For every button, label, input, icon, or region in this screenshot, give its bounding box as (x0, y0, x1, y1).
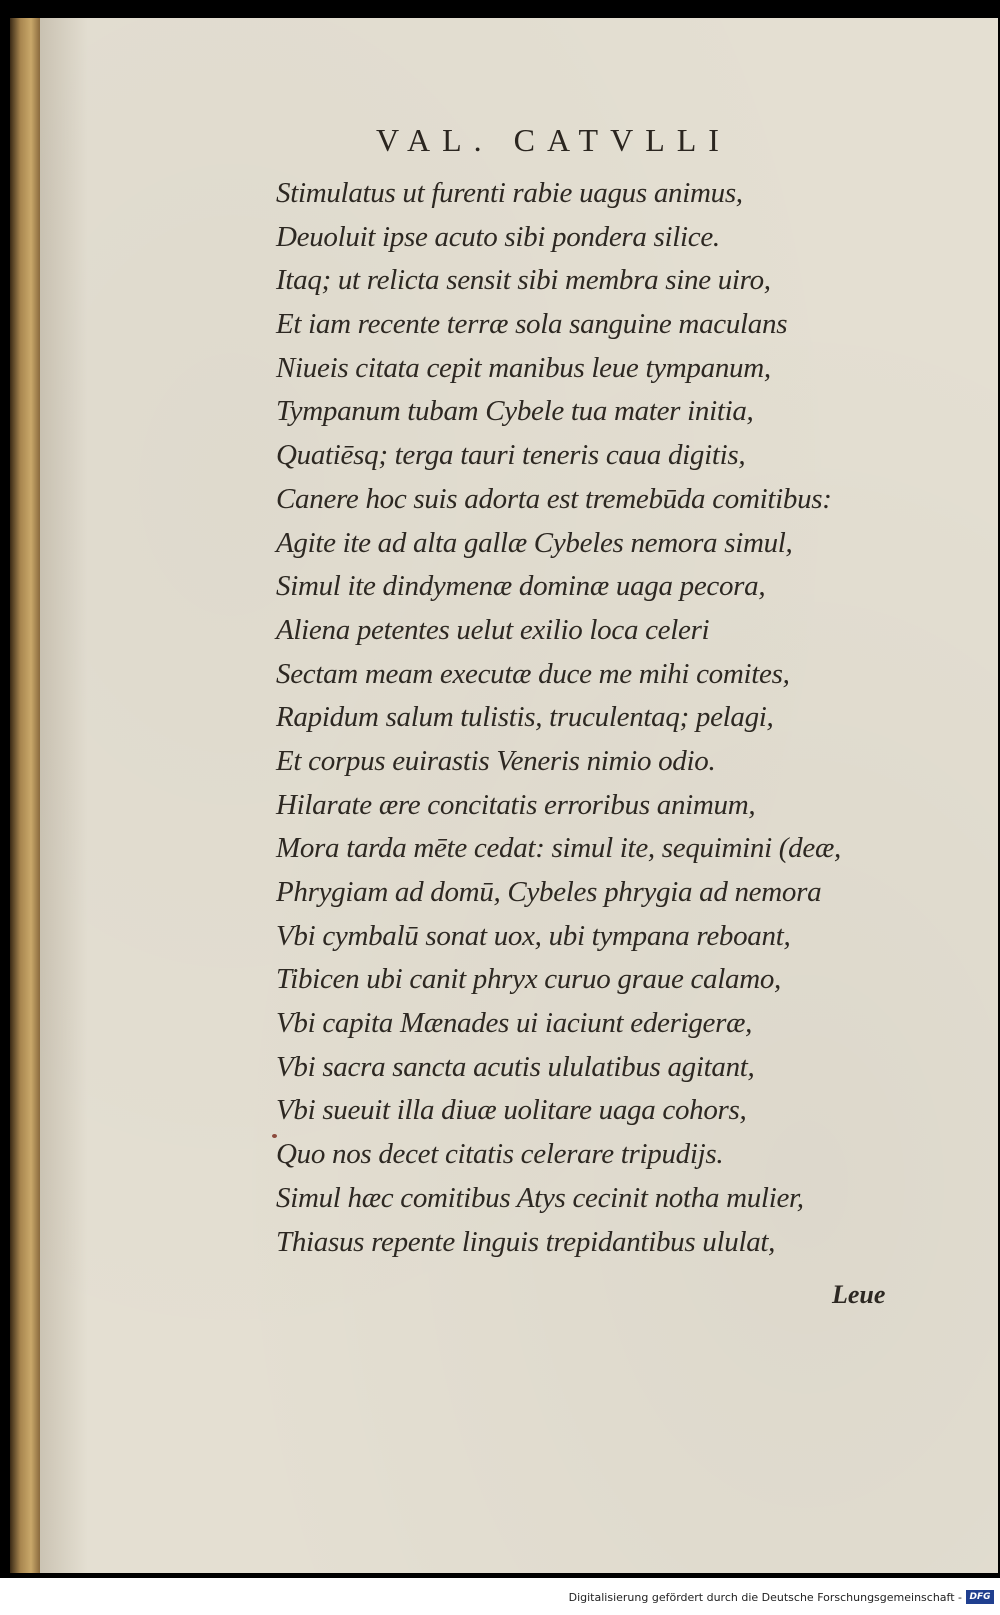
catchword: Leue (832, 1280, 886, 1309)
verse-line: Thiasus repente linguis trepidantibus ululat, (276, 1225, 776, 1258)
verse-line: Quo nos decet citatis celerare tripudijs. (276, 1138, 724, 1171)
verse-line: Agite ite ad alta gallæ Cybeles nemora simul, (276, 526, 793, 559)
verse-line: Hilarate ære concitatis erroribus animum, (276, 788, 756, 821)
verse-line: Et corpus euirastis Veneris nimio odio. (276, 744, 716, 777)
verse-line: Phrygiam ad domū, Cybeles phrygia ad nemora (276, 876, 822, 908)
funding-notice: Digitalisierung gefördert durch die Deutsche Forschungsgemeinschaft - (568, 1591, 962, 1604)
page-fore-edge (10, 18, 40, 1573)
verse-line: Simul hæc comitibus Atys cecinit notha mulier, (276, 1181, 804, 1214)
verse-line: Tympanum tubam Cybele tua mater initia, (276, 395, 754, 428)
verse-line: Quatiēsq; terga tauri teneris caua digitis, (276, 439, 746, 472)
dfg-logo: DFG (966, 1590, 994, 1604)
verse-line: Niueis citata cepit manibus leue tympanum, (276, 351, 771, 384)
verse-line: Rapidum salum tulistis, truculentaq; pelagi, (276, 701, 774, 734)
verse-line: Tibicen ubi canit phryx curuo graue calamo, (276, 963, 781, 996)
footer-bar (0, 1578, 1000, 1615)
verse-line: Canere hoc suis adorta est tremebūda comitibus: (276, 482, 832, 515)
verse-line: Vbi sacra sancta acutis ululatibus agitant, (276, 1050, 755, 1083)
verse-list (276, 172, 926, 1264)
verse-line: Vbi cymbalū sonat uox, ubi tympana reboant, (276, 919, 791, 952)
verse-line: Vbi capita Mænades ui iaciunt ederigeræ, (276, 1007, 753, 1040)
verse-line: Et iam recente terræ sola sanguine maculans (276, 308, 788, 341)
verse-line: Aliena petentes uelut exilio loca celeri (276, 613, 710, 646)
verse-line: Deuoluit ipse acuto sibi pondera silice. (276, 220, 720, 253)
verse-line: Mora tarda mēte cedat: simul ite, sequimini (deæ, (276, 832, 841, 865)
verse-line: Vbi sueuit illa diuæ uolitare uaga cohors, (276, 1094, 747, 1127)
verse-line: Sectam meam executæ duce me mihi comites, (276, 657, 790, 690)
running-head: VAL. CATVLLI (376, 122, 731, 158)
verse-line: Stimulatus ut furenti rabie uagus animus, (276, 177, 743, 209)
verse-line: Simul ite dindymenæ dominæ uaga pecora, (276, 570, 766, 603)
verse-line: Itaq; ut relicta sensit sibi membra sine uiro, (276, 264, 771, 297)
